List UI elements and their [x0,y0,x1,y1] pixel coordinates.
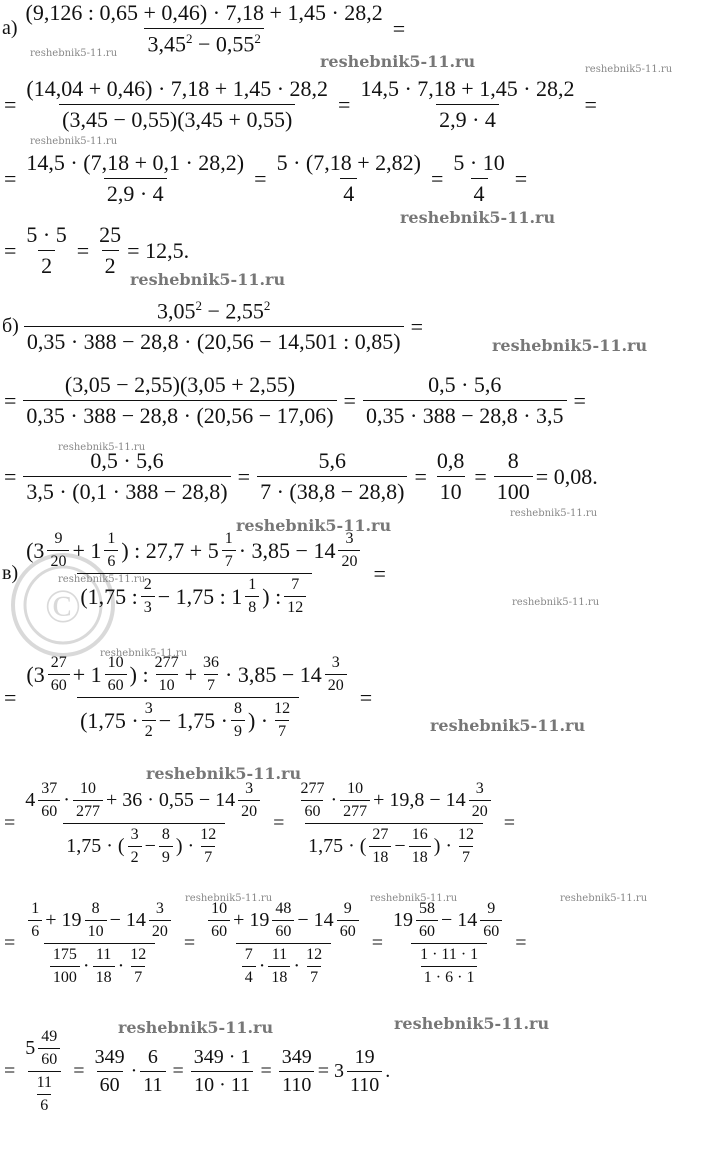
svg-text:©: © [44,580,82,633]
fraction: $\frac{349}{110}$ [279,1046,315,1097]
fraction: $\frac{14,5 \cdot (7,18 + 0,1 \cdot 28,2)}{2,9 \cdot 4}$ [26,150,245,206]
part-a-line-4: = $\frac{5 \cdot 5}{2}$ = $\frac{25}{2}$ = 12,5. [4,222,190,278]
watermark: reshebnik5-11.ru [118,1018,274,1037]
fraction: $\frac{3,05^2 - 2,55^2}{0,35 \cdot 388 - 28,8 \cdot (20,56 - 14,501 : 0,85)}$ [24,298,404,355]
watermark: reshebnik5-11.ru [185,893,273,904]
watermark: reshebnik5-11.ru [58,442,146,453]
watermark: reshebnik5-11.ru [560,893,648,904]
part-c-line-4: = $\frac{1}{6}$ + 19 $\frac{8}{10}$ − 14 $\frac{3}{20}$ $\frac{175}{100}$ · $\frac{11}{18}$ · $\frac{12}{7}$ = $\frac{10}{60}$ + 19 $\frac{48}{60}$ − 14 $\frac{9}{60}$ $\frac{7}{4}$ · $\frac{11}{18}$ · $\frac{12}{7}$ = 19 $\frac{58}{60}$ − 14 $\frac{9}{60}$ $\frac{1 \cdot 11 \cdot 1}{1 \cdot 6 \cdot 1}$ = [4,900,527,986]
watermark: reshebnik5-11.ru [512,597,600,608]
fraction: $\frac{8}{100}$ [494,448,533,505]
fraction: $\frac{5 \cdot 5}{2}$ [26,222,67,278]
fraction: $\frac{(3,05 - 2,55)(3,05 + 2,55)}{0,35 \cdot 388 - 28,8 \cdot (20,56 - 17,06)}$ [23,372,336,429]
part-a-line-3: = $\frac{14,5 \cdot (7,18 + 0,1 \cdot 28,2)}{2,9 \cdot 4}$ = $\frac{5 \cdot (7,18 + 2,82)}{4}$ = $\frac{5 \cdot 10}{4}$ = [4,150,528,206]
part-a-line-2: = $\frac{(14,04 + 0,46) \cdot 7,18 + 1,45 \cdot 28,2}{(3,45 - 0,55)(3,45 + 0,55)}$ = $\frac{14,5 \cdot 7,18 + 1,45 \cdot 28,2}{2,9 \cdot 4}$ = [4,76,597,132]
fraction: $\frac{1}{6}$ + 19 $\frac{8}{10}$ − 14 $\frac{3}{20}$ $\frac{175}{100}$ · $\frac{11}{18}$ · $\frac{12}{7}$ [22,900,177,987]
watermark: reshebnik5-11.ru [394,1014,550,1033]
watermark: reshebnik5-11.ru [492,336,648,355]
watermark: reshebnik5-11.ru [510,508,598,519]
fraction: $\frac{0,5 \cdot 5,6}{3,5 \cdot (0,1 \cdot 388 - 28,8)}$ [23,448,230,505]
part-b-line-1: б) $\frac{3,05^2 - 2,55^2}{0,35 \cdot 388 - 28,8 \cdot (20,56 - 14,501 : 0,85)}$ = [2,298,423,355]
watermark: reshebnik5-11.ru [30,48,118,59]
fraction: $\frac{(14,04 + 0,46) \cdot 7,18 + 1,45 \cdot 28,2}{(3,45 - 0,55)(3,45 + 0,55)}$ [26,76,329,132]
fraction: (3 $\frac{27}{60}$ + 1 $\frac{10}{60}$ ) : $\frac{277}{10}$ + $\frac{36}{7}$ · 3,85 − 14 $\frac{3}{20}$ (1,75 · $\frac{3}{2}$ − 1,75 · $\frac{8}{9}$ ) · $\frac{12}{7}$ [23,654,352,741]
watermark: reshebnik5-11.ru [320,52,476,71]
fraction: $\frac{5 \cdot 10}{4}$ [453,150,505,206]
fraction: $\frac{0,5 \cdot 5,6}{0,35 \cdot 388 - 28,8 \cdot 3,5}$ [363,372,567,429]
watermark: reshebnik5-11.ru [58,574,146,585]
fraction: $\frac{349}{60}$ [94,1046,125,1096]
fraction: $\frac{5 \cdot (7,18 + 2,82)}{4}$ [276,150,421,206]
part-b-line-2: = $\frac{(3,05 - 2,55)(3,05 + 2,55)}{0,35 \cdot 388 - 28,8 \cdot (20,56 - 17,06)}$ = $\frac{0,5 \cdot 5,6}{0,35 \cdot 388 - 28,8 \cdot 3,5}$ = [4,372,586,428]
watermark: reshebnik5-11.ru [236,516,392,535]
part-b-label: б) [2,315,19,338]
fraction: 5 $\frac{49}{60}$ $\frac{11}{6}$ [22,1028,66,1115]
fraction: $\frac{19}{110}$ [347,1046,382,1097]
part-c-label: в) [2,562,19,584]
watermark: reshebnik5-11.ru [585,64,673,75]
fraction: 4 $\frac{37}{60}$ · $\frac{10}{277}$ + 36 · 0,55 − 14 $\frac{3}{20}$ 1,75 · ( $\frac{3}{2}$ − $\frac{8}{9}$ ) · $\frac{12}{7}$ [22,780,266,867]
part-b-line-3: = $\frac{0,5 \cdot 5,6}{3,5 \cdot (0,1 \cdot 388 - 28,8)}$ = $\frac{5,6}{7 \cdot (38,8 - 28,8)}$ = $\frac{0,8}{10}$ = $\frac{8}{100}$ = 0,08. [4,448,598,504]
part-c-line-5: = 5 $\frac{49}{60}$ $\frac{11}{6}$ = $\frac{349}{60}$ · $\frac{6}{11}$ = $\frac{349 \cdot 1}{10 \cdot 11}$ = $\frac{349}{110}$ = 3 $\frac{19}{110}$ . [4,1028,391,1114]
watermark: reshebnik5-11.ru [100,648,188,659]
fraction: $\frac{0,8}{10}$ [436,448,465,504]
part-b-result: = 0,08. [535,463,598,489]
fraction: (3 $\frac{9}{20}$ + 1 $\frac{1}{6}$ ) : 27,7 + 5 $\frac{1}{7}$ · 3,85 − 14 $\frac{3}{20}$ (1,75 : $\frac{2}{3}$ − 1,75 : 1 $\frac{1}{8}$ ) : $\frac{7}{12}$ [23,530,366,617]
fraction: $\frac{349 \cdot 1}{10 \cdot 11}$ [191,1046,254,1097]
fraction: $\frac{6}{11}$ [140,1046,165,1097]
part-c-line-3: = 4 $\frac{37}{60}$ · $\frac{10}{277}$ + 36 · 0,55 − 14 $\frac{3}{20}$ 1,75 · ( $\frac{3}{2}$ − $\frac{8}{9}$ ) · $\frac{12}{7}$ = $\frac{277}{60}$ · $\frac{10}{277}$ + 19,8 − 14 $\frac{3}{20}$ 1,75 · ( $\frac{27}{18}$ − $\frac{16}{18}$ ) · $\frac{12}{7}$ = [4,780,515,866]
watermark: reshebnik5-11.ru [30,136,118,147]
part-a-result: = 12,5. [127,237,190,263]
fraction: $\frac{(9,126 : 0,65 + 0,46) \cdot 7,18 + 1,45 \cdot 28,2}{3,45^2 - 0,55^2}$ [25,0,383,57]
fraction: $\frac{14,5 \cdot 7,18 + 1,45 \cdot 28,2}{2,9 \cdot 4}$ [360,76,575,132]
fraction: $\frac{10}{60}$ + 19 $\frac{48}{60}$ − 14 $\frac{9}{60}$ $\frac{7}{4}$ · $\frac{11}{18}$ · $\frac{12}{7}$ [202,900,365,987]
part-c-line-2: = (3 $\frac{27}{60}$ + 1 $\frac{10}{60}$ ) : $\frac{277}{10}$ + $\frac{36}{7}$ · 3,85 − 14 $\frac{3}{20}$ (1,75 · $\frac{3}{2}$ − 1,75 · $\frac{8}{9}$ ) · $\frac{12}{7}$ = [4,654,373,740]
part-a-label: а) [2,17,18,40]
watermark: reshebnik5-11.ru [370,893,458,904]
part-c-line-1: в) (3 $\frac{9}{20}$ + 1 $\frac{1}{6}$ ) : 27,7 + 5 $\frac{1}{7}$ · 3,85 − 14 $\frac{3}{20}$ (1,75 : $\frac{2}{3}$ − 1,75 : 1 $\frac{1}{8}$ ) : $\frac{7}{12}$ = [2,530,386,616]
watermark: reshebnik5-11.ru [130,270,286,289]
fraction: $\frac{277}{60}$ · $\frac{10}{277}$ + 19,8 − 14 $\frac{3}{20}$ 1,75 · ( $\frac{27}{18}$ − $\frac{16}{18}$ ) · $\frac{12}{7}$ [291,780,496,867]
fraction: 19 $\frac{58}{60}$ − 14 $\frac{9}{60}$ $\frac{1 \cdot 11 \cdot 1}{1 \cdot 6 \cdot 1}$ [390,900,508,987]
fraction: $\frac{5,6}{7 \cdot (38,8 - 28,8)}$ [257,448,407,505]
watermark: reshebnik5-11.ru [430,716,586,735]
watermark: reshebnik5-11.ru [146,764,302,783]
fraction: $\frac{25}{2}$ [99,222,122,278]
watermark: reshebnik5-11.ru [400,208,556,227]
part-a-line-1: а) $\frac{(9,126 : 0,65 + 0,46) \cdot 7,18 + 1,45 \cdot 28,2}{3,45^2 - 0,55^2}$ = [2,0,406,57]
